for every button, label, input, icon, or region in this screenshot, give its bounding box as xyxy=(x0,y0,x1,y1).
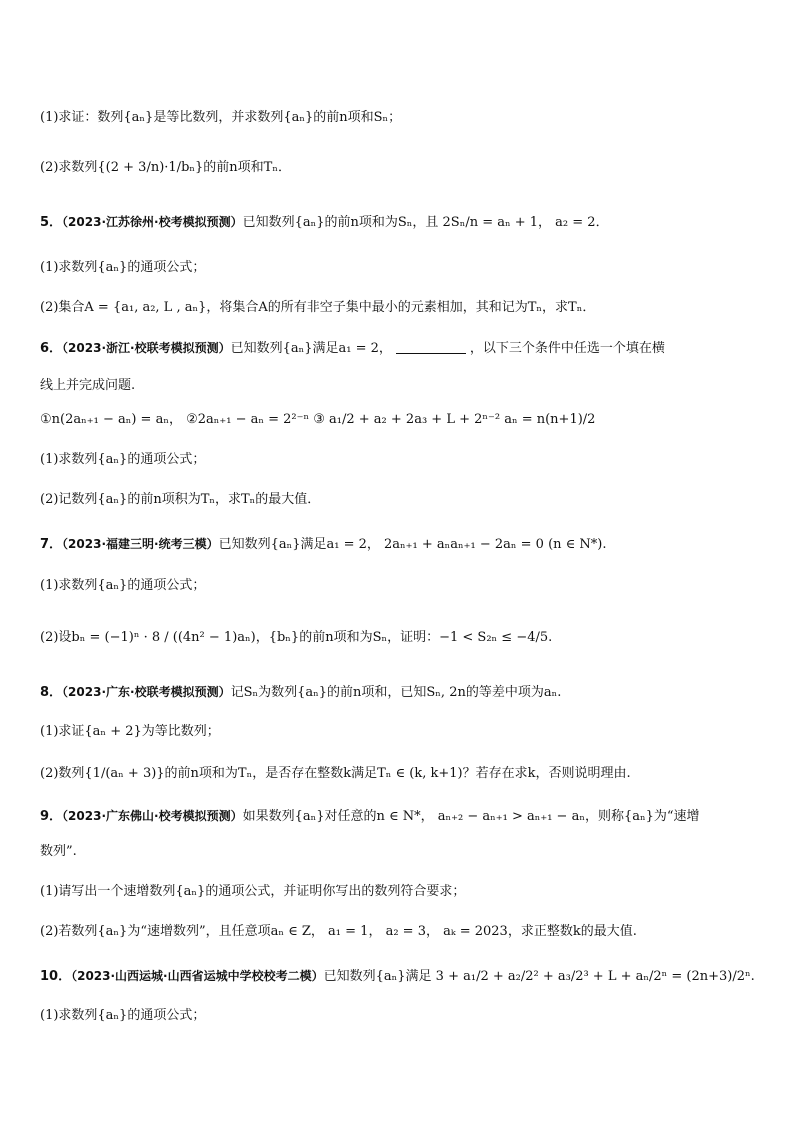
line-2: (2)求数列{(2 + 3/n)·1/bₙ}的前n项和Tₙ． xyxy=(40,160,291,175)
question-10-line: 10．（2023·山西运城·山西省运城中学校校考二模）已知数列{aₙ}满足 3 + a₁/2 + a₂/2² + a₃/2³ + L + aₙ/2ⁿ = (2n+3)/2ⁿ. xyxy=(40,969,755,984)
question-8-line: 8．（2023·广东·校联考模拟预测）记Sₙ为数列{aₙ}的前n项和，已知Sₙ, 2n的等差中项为aₙ. xyxy=(40,685,562,700)
line-19: (1)请写出一个速增数列{aₙ}的通项公式，并证明你写出的数列符合要求； xyxy=(40,884,466,899)
line-7: 线上并完成问题. xyxy=(40,378,136,393)
line-4: (1)求数列{aₙ}的通项公式； xyxy=(40,260,206,275)
fill-in-blank xyxy=(396,339,466,354)
line-8-conditions: ①n(2aₙ₊₁ − aₙ) = aₙ， ②2aₙ₊₁ − aₙ = 2²⁻ⁿ ③ a₁/2 + a₂ + 2a₃ + L + 2ⁿ⁻² aₙ = n(n+1)/2 xyxy=(40,412,596,427)
line-18: 数列”. xyxy=(40,844,77,859)
line-1: (1)求证：数列{aₙ}是等比数列，并求数列{aₙ}的前n项和Sₙ； xyxy=(40,110,402,125)
line-20: (2)若数列{aₙ}为“速增数列”，且任意项aₙ ∈ Z， a₁ = 1， a₂ = 3， aₖ = 2023，求正整数k的最大值. xyxy=(40,924,637,939)
line-10: (2)记数列{aₙ}的前n项积为Tₙ，求Tₙ的最大值． xyxy=(40,492,321,507)
line-5: (2)集合A = {a₁, a₂, L , aₙ}，将集合A的所有非空子集中最小的元素相加，其和记为Tₙ，求Tₙ． xyxy=(40,300,596,315)
question-9-line: 9．（2023·广东佛山·校考模拟预测）如果数列{aₙ}对任意的n ∈ N*， aₙ₊₂ − aₙ₊₁ > aₙ₊₁ − aₙ，则称{aₙ}为“速增 xyxy=(40,809,700,824)
line-16: (2)数列{1/(aₙ + 3)}的前n项和为Tₙ，是否存在整数k满足Tₙ ∈ (k, k+1)？若存在求k，否则说明理由. xyxy=(40,766,631,781)
question-6-line: 6．（2023·浙江·校联考模拟预测）已知数列{aₙ}满足a₁ = 2， ，以下三个条件中任选一个填在横 xyxy=(40,341,665,356)
line-22: (1)求数列{aₙ}的通项公式； xyxy=(40,1008,206,1023)
line-13: (2)设bₙ = (−1)ⁿ · 8 / ((4n² − 1)aₙ)，{bₙ}的前n项和为Sₙ，证明：−1 < S₂ₙ ≤ −4/5. xyxy=(40,630,553,645)
question-5-line: 5．（2023·江苏徐州·校考模拟预测）已知数列{aₙ}的前n项和为Sₙ，且 2Sₙ/n = aₙ + 1， a₂ = 2． xyxy=(40,215,609,230)
question-7-line: 7．（2023·福建三明·统考三模）已知数列{aₙ}满足a₁ = 2， 2aₙ₊₁ + aₙaₙ₊₁ − 2aₙ = 0 (n ∈ N*). xyxy=(40,537,607,552)
line-9: (1)求数列{aₙ}的通项公式； xyxy=(40,452,206,467)
line-15: (1)求证{aₙ + 2}为等比数列； xyxy=(40,724,220,739)
line-12: (1)求数列{aₙ}的通项公式； xyxy=(40,578,206,593)
